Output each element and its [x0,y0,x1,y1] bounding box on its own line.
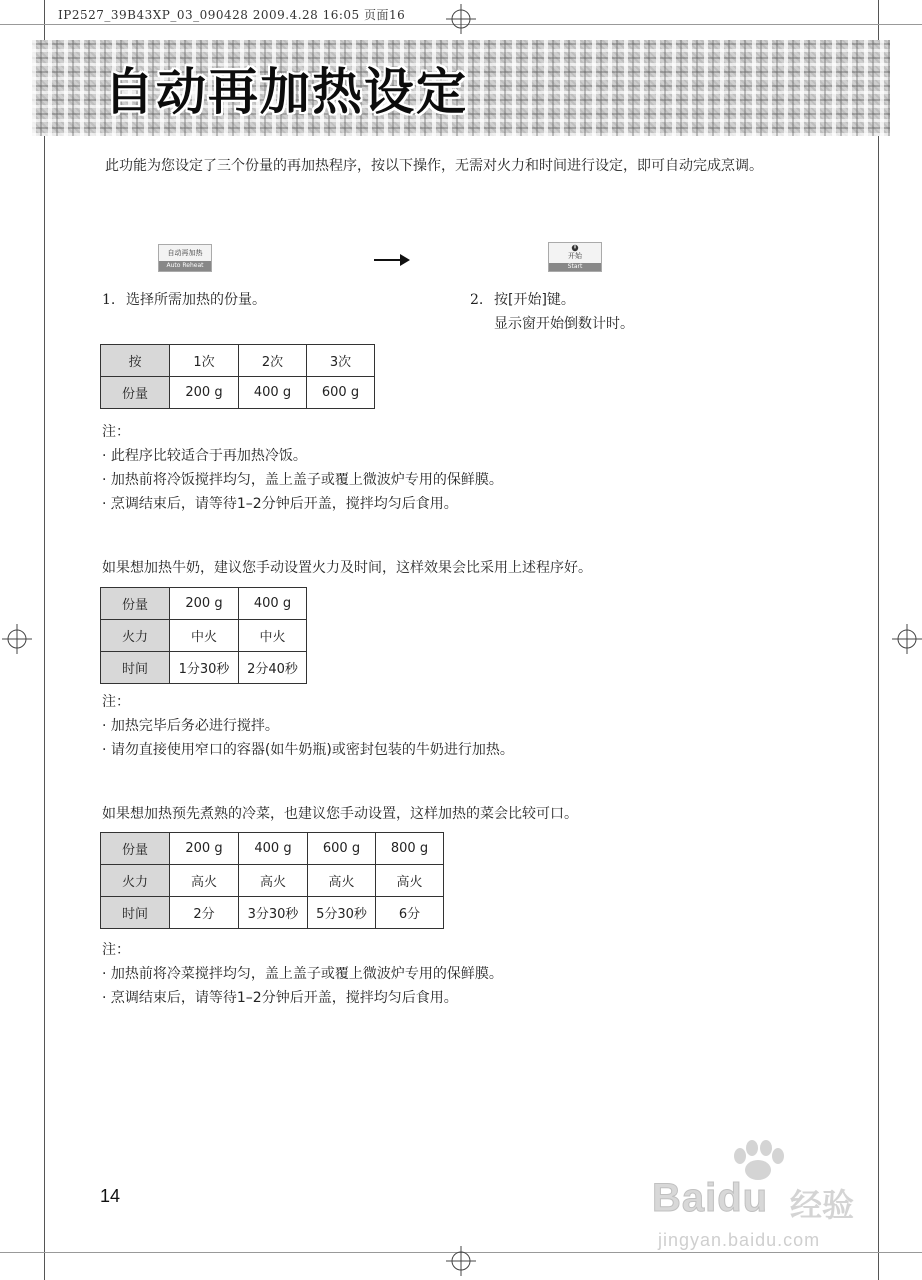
registration-mark-icon [446,1246,476,1276]
start-key-sublabel: Start [549,263,601,271]
milk-paragraph: 如果想加热牛奶，建议您手动设置火力及时间，这样效果会比采用上述程序好。 [102,560,592,576]
crop-line-right [878,0,879,1280]
list-item: · 加热前将冷饭搅拌均匀，盖上盖子或覆上微波炉专用的保鲜膜。 [102,472,503,488]
page-number: 14 [100,1186,121,1206]
crop-line-left [44,0,45,1280]
reheat-program-table [100,344,375,409]
start-key-label: 开始 [568,252,582,260]
watermark-cn: 经验 [790,1186,855,1224]
list-item: · 请勿直接使用窄口的容器(如牛奶瓶)或密封包装的牛奶进行加热。 [102,742,514,758]
table-row: 时间 1分30秒 2分40秒 [101,652,307,684]
start-key[interactable] [548,242,602,272]
page-title: 自动再加热设定 [104,63,468,121]
dishes-paragraph: 如果想加热预先煮熟的冷菜，也建议您手动设置，这样加热的菜会比较可口。 [102,806,578,822]
list-item: · 加热前将冷菜搅拌均匀，盖上盖子或覆上微波炉专用的保鲜膜。 [102,966,503,982]
watermark-url: jingyan.baidu.com [658,1230,821,1250]
dishes-table [100,832,444,929]
note-2: 注： · 加热完毕后务必进行搅拌。 · 请勿直接使用窄口的容器(如牛奶瓶)或密封包装的牛奶进行加热。 [102,690,514,762]
table-row: 按 1次 2次 3次 [101,345,375,377]
list-item: · 烹调结束后，请等待1–2分钟后开盖，搅拌均匀后食用。 [102,990,458,1006]
note-3: 注： · 加热前将冷菜搅拌均匀，盖上盖子或覆上微波炉专用的保鲜膜。 · 烹调结束后，请等待1–2分钟后开盖，搅拌均匀后食用。 [102,938,503,1010]
list-item: · 此程序比较适合于再加热冷饭。 [102,448,307,464]
registration-mark-icon [2,624,32,654]
table-row: 份量 200 g 400 g 600 g 800 g [101,833,444,865]
intro-paragraph: 此功能为您设定了三个份量的再加热程序，按以下操作，无需对火力和时间进行设定，即可自动完成烹调。 [105,158,763,174]
table-row: 时间 2分 3分30秒 5分30秒 6分 [101,897,444,929]
watermark-brand: Baidu [652,1176,769,1220]
note-1: 注： · 此程序比较适合于再加热冷饭。 · 加热前将冷饭搅拌均匀，盖上盖子或覆上微波炉专用的保鲜膜。 · 烹调结束后，请等待1–2分钟后开盖，搅拌均匀后食用。 [102,420,503,516]
step-1: 1. 选择所需加热的份量。 [102,292,266,308]
table-row: 火力 中火 中火 [101,620,307,652]
list-item: · 加热完毕后务必进行搅拌。 [102,718,279,734]
title-banner [32,40,890,136]
print-header: IP2527_39B43XP_03_090428 2009.4.28 16:05 页面16 [58,8,406,22]
arrow-right-icon [374,252,410,268]
auto-reheat-key-sublabel: Auto Reheat [159,261,211,271]
table-row: 份量 200 g 400 g [101,588,307,620]
registration-mark-icon [446,4,476,34]
registration-mark-icon [892,624,922,654]
auto-reheat-key-label: 自动再加热 [167,249,203,257]
auto-reheat-key[interactable] [158,244,212,272]
table-row: 份量 200 g 400 g 600 g [101,377,375,409]
table-row: 火力 高火 高火 高火 高火 [101,865,444,897]
list-item: · 烹调结束后，请等待1–2分钟后开盖，搅拌均匀后食用。 [102,496,458,512]
milk-table [100,587,307,684]
power-icon [571,244,579,252]
baidu-watermark [652,1140,872,1270]
step-2: 2. 按[开始]键。 显示窗开始倒数计时。 [470,292,634,332]
